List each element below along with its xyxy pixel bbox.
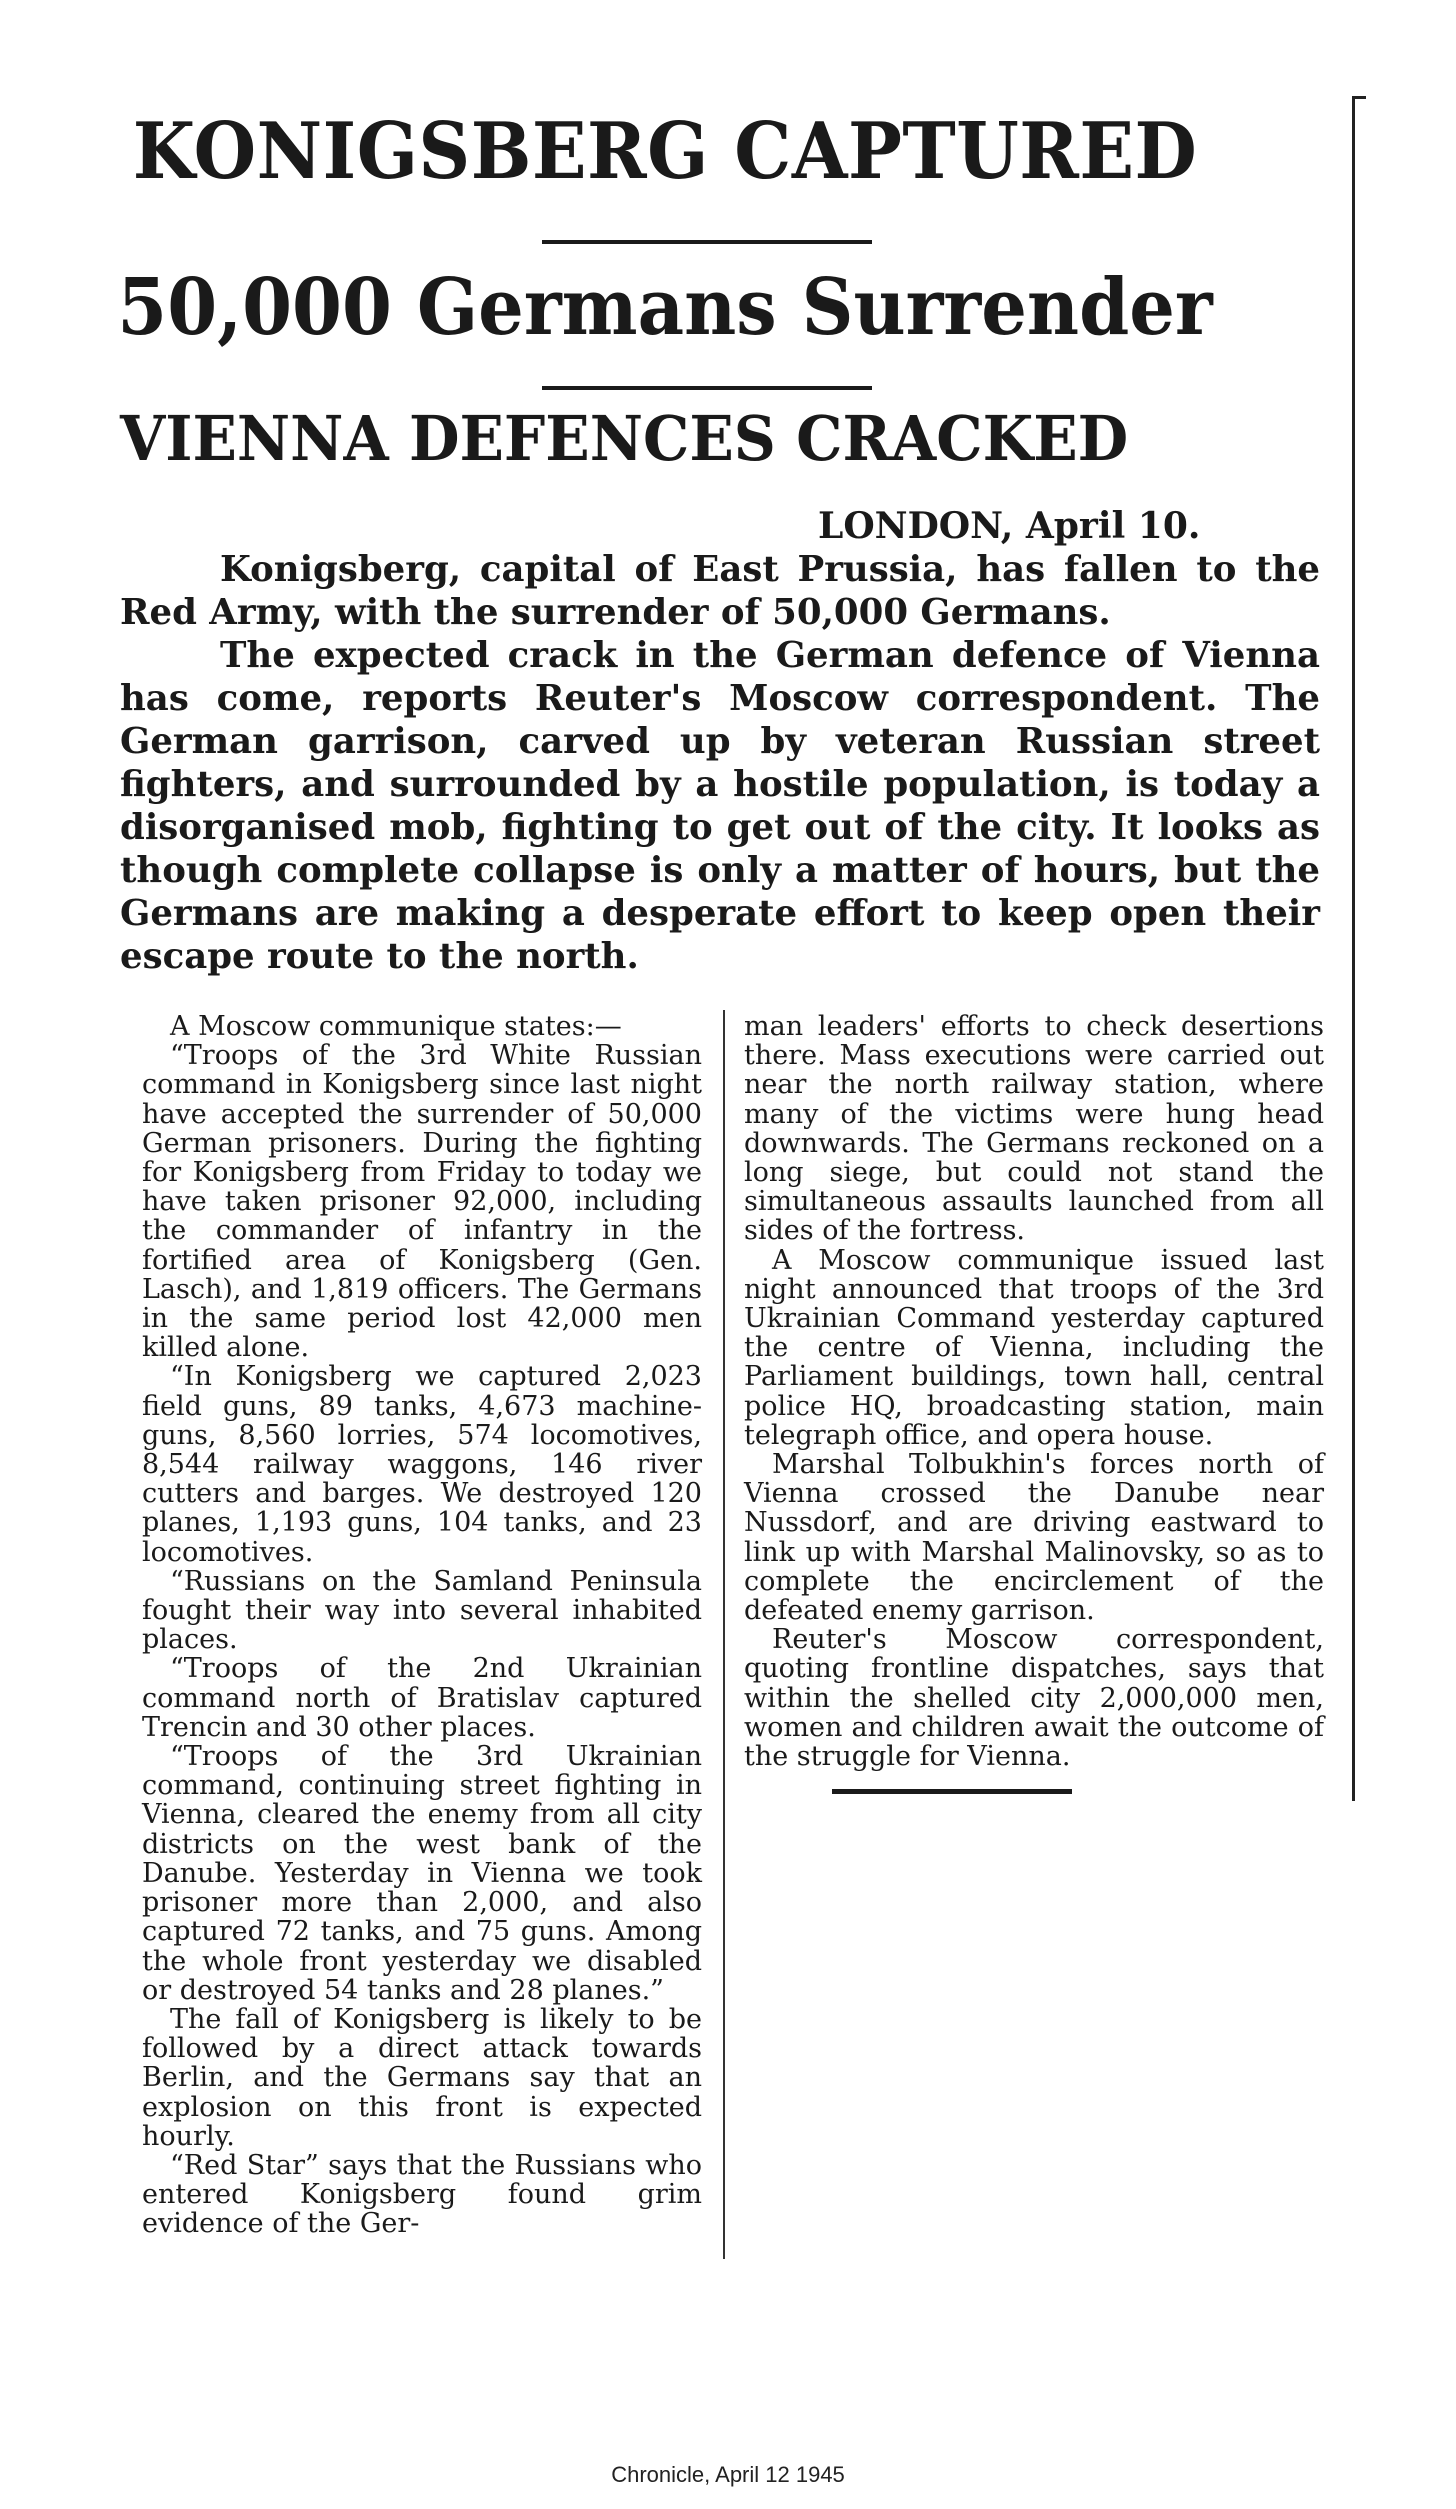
article-column-1 [142, 1012, 702, 2239]
headline-secondary: 50,000 Germans Surrender [117, 262, 1213, 353]
lead-paragraph: Konigsberg, capital of East Prussia, has fallen to the Red Army, with the surrender of 50,000 Germans. [120, 549, 1320, 633]
article-end-rule [832, 1789, 1072, 1794]
headline-rule-1 [542, 240, 872, 244]
paragraph: “In Konigsberg we captured 2,023 field guns, 89 tanks, 4,673 machine-guns, 8,560 lorries, 574 locomotives, 8,544 railway waggons, 146 river cutters and barges. We destroyed 120 planes, 1,193 guns, 104 tanks, and 23 locomotives. [142, 1361, 702, 1568]
headline-main: KONIGSBERG CAPTURED [132, 106, 1198, 197]
column-rule-right-cap [1352, 96, 1366, 99]
article-column-2 [744, 1012, 1324, 1771]
column-rule-right [1352, 96, 1355, 1801]
paragraph: Reuter's Moscow correspondent, quoting frontline dispatches, says that within the shelled city 2,000,000 men, women and children await the outcome of the struggle for Vienna. [744, 1624, 1324, 1773]
paragraph: A Moscow communique issued last night announced that troops of the 3rd Ukrainian Command yesterday captured the centre of Vienna, including the Parliament buildings, town hall, central police HQ, broadcasting station, main telegraph office, and opera house. [744, 1244, 1324, 1451]
paragraph: “Troops of the 3rd Ukrainian command, continuing street fighting in Vienna, cleared the enemy from all city districts on the west bank of the Danube. Yesterday in Vienna we took prisoner more than 2,000, and also captured 72 tanks, and 75 guns. Among the whole front yesterday we disabled or destroyed 54 tanks and 28 planes.” [142, 1741, 702, 2006]
lead-paragraphs [120, 548, 1320, 978]
source-caption: Chronicle, April 12 1945 [611, 2462, 845, 2487]
paragraph: “Troops of the 2nd Ukrainian command north of Bratislav captured Trencin and 30 other places. [142, 1653, 702, 1743]
dateline: LONDON, April 10. [818, 505, 1201, 547]
headline-rule-2 [542, 386, 872, 390]
paragraph: The fall of Konigsberg is likely to be followed by a direct attack towards Berlin, and the Germans say that an explosion on this front is expected hourly. [142, 2003, 702, 2152]
column-divider [723, 1010, 725, 2259]
paragraph: “Red Star” says that the Russians who entered Konigsberg found grim evidence of the Ger- [142, 2149, 702, 2240]
paragraph: “Russians on the Samland Peninsula fought their way into several inhabited places. [142, 1565, 702, 1656]
lead-paragraph: The expected crack in the German defence of Vienna has come, reports Reuter's Moscow correspondent. The German garrison, carved up by veteran Russian street fighters, and surrounded by a hostile population, is today a disorganised mob, fighting to get out of the city. It looks as though complete collapse is only a matter of hours, but the Germans are making a desperate effort to keep open their escape route to the north. [120, 635, 1320, 977]
paragraph: “Troops of the 3rd White Russian command in Konigsberg since last night have accepted the surrender of 50,000 German prisoners. During the fighting for Konigsberg from Friday to today we have taken prisoner 92,000, including the commander of infantry in the fortified area of Konigsberg (Gen. Lasch), and 1,819 officers. The Germans in the same period lost 42,000 men killed alone. [142, 1040, 702, 1364]
headline-third: VIENNA DEFENCES CRACKED [120, 402, 1129, 475]
paragraph: A Moscow communique states:— [170, 1011, 622, 1042]
paragraph: man leaders' efforts to check desertions there. Mass executions were carried out near the north railway station, where many of the victims were hung head downwards. The Germans reckoned on a long siege, but could not stand the simultaneous assaults launched from all sides of the fortress. [744, 1011, 1324, 1247]
paragraph: Marshal Tolbukhin's forces north of Vienna crossed the Danube near Nussdorf, and are driving eastward to link up with Marshal Malinovsky, so as to complete the encirclement of the defeated enemy garrison. [744, 1449, 1324, 1627]
